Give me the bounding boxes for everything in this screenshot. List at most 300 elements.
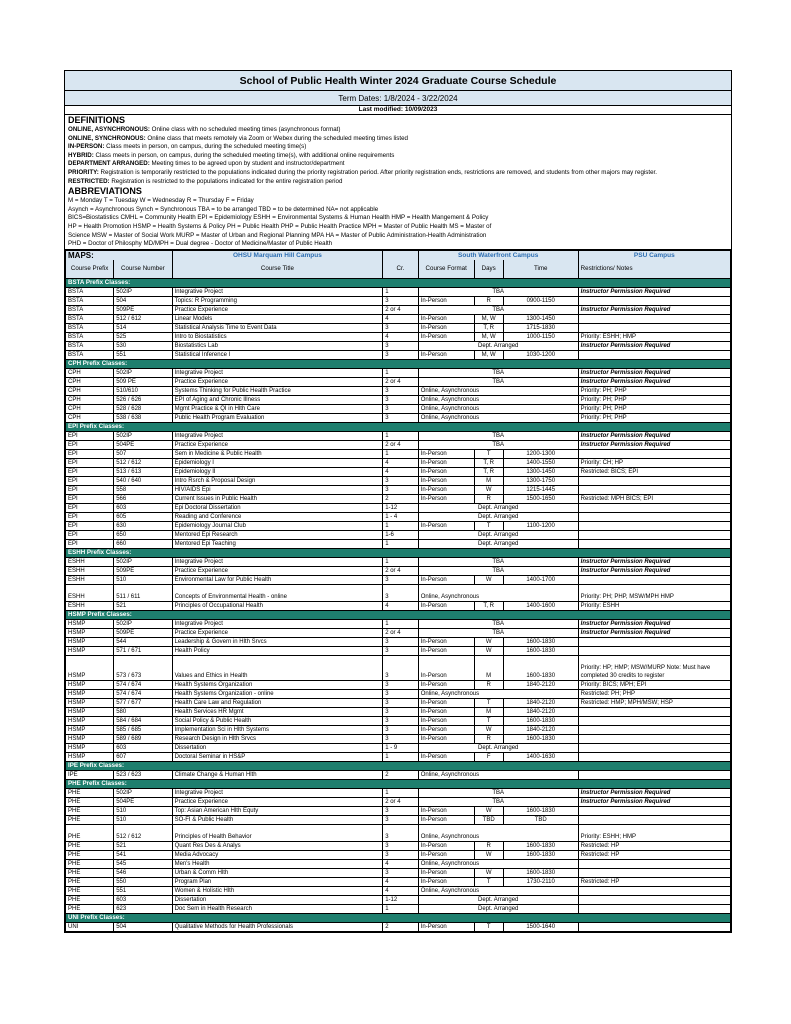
course-prefix: HSMP	[66, 743, 114, 752]
definition-text: Class meets in person, on campus, during the scheduled meeting time(s)	[104, 143, 307, 151]
course-time: 1215-1445	[503, 485, 578, 494]
course-days: M, W	[474, 332, 503, 341]
course-title: Urban & Comm Hlth	[172, 868, 383, 877]
course-row	[66, 332, 731, 341]
course-credits: 3	[383, 850, 419, 859]
course-title: Sem in Medicine & Public Health	[172, 449, 383, 458]
course-number: 504PE	[114, 440, 172, 449]
course-notes	[578, 904, 730, 913]
course-notes: Priority: PH; PHP, MSW/MPH HMP	[578, 584, 730, 601]
course-notes: Restricted: HP	[578, 877, 730, 886]
course-notes: Restricted: BICS; EPI	[578, 467, 730, 476]
course-format: In-Person	[418, 646, 474, 655]
course-notes: Instructor Permission Required	[578, 305, 730, 314]
course-schedule: Dept. Arranged	[418, 904, 578, 913]
course-row	[66, 287, 731, 296]
course-schedule: TBA	[418, 628, 578, 637]
col-header-title: Course Title	[172, 260, 383, 279]
course-row	[66, 377, 731, 386]
definition-term: HYBRID:	[68, 151, 94, 159]
course-title: EPI of Aging and Chronic Illness	[172, 395, 383, 404]
course-notes: Priority: PH; PHP	[578, 413, 730, 422]
course-prefix: PHE	[66, 841, 114, 850]
course-row	[66, 485, 731, 494]
course-prefix: HSMP	[66, 646, 114, 655]
course-days: T, R	[474, 458, 503, 467]
definition-term: ONLINE, SYNCHRONOUS:	[68, 134, 146, 142]
course-number: 603	[114, 743, 172, 752]
course-title: Practice Experience	[172, 797, 383, 806]
course-row	[66, 637, 731, 646]
course-credits: 1 - 9	[383, 743, 419, 752]
course-schedule: TBA	[418, 788, 578, 797]
course-prefix: PHE	[66, 797, 114, 806]
course-prefix: ESHH	[66, 557, 114, 566]
course-notes	[578, 521, 730, 530]
course-number: 623	[114, 904, 172, 913]
course-prefix: HSMP	[66, 707, 114, 716]
course-credits: 1	[383, 904, 419, 913]
course-prefix: UNI	[66, 922, 114, 931]
course-notes	[578, 725, 730, 734]
course-notes	[578, 323, 730, 332]
course-row	[66, 680, 731, 689]
course-credits: 2 or 4	[383, 628, 419, 637]
course-notes: Instructor Permission Required	[578, 628, 730, 637]
course-credits: 1-12	[383, 895, 419, 904]
course-prefix: BSTA	[66, 332, 114, 341]
course-time: 1300-1750	[503, 476, 578, 485]
abbreviations-list	[68, 197, 728, 249]
definition-term: PRIORITY:	[68, 168, 99, 176]
course-days: W	[474, 575, 503, 584]
course-notes	[578, 734, 730, 743]
course-row	[66, 707, 731, 716]
course-number: 510	[114, 815, 172, 824]
course-credits: 3	[383, 296, 419, 305]
course-notes	[578, 752, 730, 761]
course-notes	[578, 575, 730, 584]
course-number: 607	[114, 752, 172, 761]
course-days: R	[474, 494, 503, 503]
course-notes	[578, 350, 730, 359]
course-days: F	[474, 752, 503, 761]
course-time: 1030-1200	[503, 350, 578, 359]
course-row	[66, 305, 731, 314]
course-notes: Instructor Permission Required	[578, 377, 730, 386]
course-notes	[578, 922, 730, 931]
course-prefix: EPI	[66, 494, 114, 503]
course-format: In-Person	[418, 637, 474, 646]
course-prefix: EPI	[66, 521, 114, 530]
course-credits: 3	[383, 637, 419, 646]
course-notes: Priority: PH; PHP	[578, 386, 730, 395]
course-title: Environmental Law for Public Health	[172, 575, 383, 584]
section-header-row	[66, 761, 731, 770]
course-prefix: ESHH	[66, 575, 114, 584]
course-credits: 3	[383, 734, 419, 743]
definition-term: DEPARTMENT ARRANGED:	[68, 160, 150, 168]
course-title: Mgmt Practice & QI in Hlth Care	[172, 404, 383, 413]
course-title: Practice Experience	[172, 628, 383, 637]
course-days: W	[474, 646, 503, 655]
campus-link-psu[interactable]: PSU Campus	[578, 250, 730, 260]
definitions-list	[68, 126, 728, 186]
course-title: Qualitative Methods for Health Professionals	[172, 922, 383, 931]
course-format: Online, Asynchronous	[418, 584, 578, 601]
course-time: 1400-1700	[503, 575, 578, 584]
course-title: Topics: R Programming	[172, 296, 383, 305]
course-credits: 3	[383, 386, 419, 395]
section-header-row	[66, 548, 731, 557]
course-format: In-Person	[418, 922, 474, 931]
course-row	[66, 521, 731, 530]
course-number: 512 / 612	[114, 824, 172, 841]
course-notes	[578, 314, 730, 323]
course-credits: 3	[383, 689, 419, 698]
course-row	[66, 431, 731, 440]
course-credits: 3	[383, 404, 419, 413]
course-days: M	[474, 476, 503, 485]
course-row	[66, 859, 731, 868]
course-format: In-Person	[418, 868, 474, 877]
section-heading: CPH Prefix Classes:	[66, 359, 731, 368]
course-title: Values and Ethics in Health	[172, 655, 383, 680]
course-row	[66, 815, 731, 824]
course-number: 502IP	[114, 788, 172, 797]
course-time: 1840-2120	[503, 707, 578, 716]
course-format: Online, Asynchronous	[418, 770, 578, 779]
course-time: 1600-1830	[503, 646, 578, 655]
course-format: In-Person	[418, 296, 474, 305]
course-title: Integrative Project	[172, 619, 383, 628]
course-prefix: BSTA	[66, 341, 114, 350]
section-heading: PHE Prefix Classes:	[66, 779, 731, 788]
campus-link-ohsu[interactable]: OHSU Marquam Hill Campus	[172, 250, 383, 260]
course-time: 1600-1830	[503, 850, 578, 859]
section-header-row	[66, 610, 731, 619]
course-row	[66, 368, 731, 377]
course-prefix: HSMP	[66, 628, 114, 637]
course-credits: 3	[383, 395, 419, 404]
course-title: Program Plan	[172, 877, 383, 886]
course-format: Online, Asynchronous	[418, 404, 578, 413]
definition-text: Online class with no scheduled meeting times (asynchronous format)	[149, 126, 341, 133]
course-number: 521	[114, 841, 172, 850]
course-number: 550	[114, 877, 172, 886]
course-time: 1840-2120	[503, 725, 578, 734]
course-time: 1400-1550	[503, 458, 578, 467]
course-row	[66, 314, 731, 323]
course-number: 551	[114, 886, 172, 895]
course-row	[66, 868, 731, 877]
course-notes: Priority: CH; HP	[578, 458, 730, 467]
course-row	[66, 689, 731, 698]
course-title: Concepts of Environmental Health - online	[172, 584, 383, 601]
course-credits: 4	[383, 458, 419, 467]
course-notes: Instructor Permission Required	[578, 287, 730, 296]
course-format: In-Person	[418, 698, 474, 707]
course-time: 1400-1600	[503, 601, 578, 610]
course-prefix: EPI	[66, 458, 114, 467]
course-prefix: PHE	[66, 904, 114, 913]
course-schedule: Dept. Arranged	[418, 539, 578, 548]
course-notes: Instructor Permission Required	[578, 431, 730, 440]
course-title: Statistical Inference I	[172, 350, 383, 359]
course-row	[66, 619, 731, 628]
section-header-row	[66, 278, 731, 287]
definition-line	[68, 135, 728, 144]
course-number: 510	[114, 575, 172, 584]
course-credits: 3	[383, 655, 419, 680]
course-number: 574 / 674	[114, 680, 172, 689]
course-row	[66, 797, 731, 806]
course-row	[66, 628, 731, 637]
course-days: M, W	[474, 350, 503, 359]
course-days: W	[474, 806, 503, 815]
course-number: 504	[114, 922, 172, 931]
course-credits: 4	[383, 332, 419, 341]
course-notes	[578, 770, 730, 779]
course-days: R	[474, 734, 503, 743]
course-title: Research Design in Hlth Srvcs	[172, 734, 383, 743]
course-row	[66, 458, 731, 467]
course-row	[66, 770, 731, 779]
course-format: In-Person	[418, 841, 474, 850]
course-row	[66, 350, 731, 359]
course-row	[66, 886, 731, 895]
section-heading: UNI Prefix Classes:	[66, 913, 731, 922]
course-prefix: EPI	[66, 512, 114, 521]
course-days: W	[474, 850, 503, 859]
course-credits: 2 or 4	[383, 377, 419, 386]
course-schedule: TBA	[418, 287, 578, 296]
course-prefix: PHE	[66, 824, 114, 841]
course-notes: Restricted: HMP; MPH/MSW; HSP	[578, 698, 730, 707]
course-notes: Instructor Permission Required	[578, 341, 730, 350]
course-format: In-Person	[418, 458, 474, 467]
course-row	[66, 734, 731, 743]
column-header-row	[66, 260, 731, 279]
course-prefix: PHE	[66, 815, 114, 824]
course-prefix: EPI	[66, 467, 114, 476]
course-number: 509PE	[114, 628, 172, 637]
abbreviation-line: M = Monday T = Tuesday W = Wednesday R = Thursday F = Friday	[68, 197, 254, 205]
course-prefix: ESHH	[66, 584, 114, 601]
course-title: Social Policy & Public Health	[172, 716, 383, 725]
course-time: 1500-1650	[503, 494, 578, 503]
course-format: Online, Asynchronous	[418, 689, 578, 698]
course-row	[66, 698, 731, 707]
definition-term: IN-PERSON:	[68, 143, 105, 151]
course-prefix: HSMP	[66, 680, 114, 689]
course-row	[66, 788, 731, 797]
course-title: Health Services HR Mgmt	[172, 707, 383, 716]
course-row	[66, 296, 731, 305]
section-heading: IPE Prefix Classes:	[66, 761, 731, 770]
course-prefix: PHE	[66, 859, 114, 868]
course-title: Epidemiology II	[172, 467, 383, 476]
campus-link-south-waterfront[interactable]: South Waterfront Campus	[418, 250, 578, 260]
course-table	[65, 250, 731, 932]
course-time: 1600-1830	[503, 734, 578, 743]
course-row	[66, 476, 731, 485]
section-header-row	[66, 422, 731, 431]
course-prefix: PHE	[66, 806, 114, 815]
course-format: In-Person	[418, 521, 474, 530]
definition-text: Meeting times to be agreed upon by student and instructor/department	[149, 160, 345, 168]
course-row	[66, 922, 731, 931]
course-credits: 1-6	[383, 530, 419, 539]
course-row	[66, 601, 731, 610]
course-notes: Priority: ESHH; HMP	[578, 824, 730, 841]
course-prefix: HSMP	[66, 619, 114, 628]
col-header-credits: Cr.	[383, 260, 419, 279]
course-days: W	[474, 485, 503, 494]
definition-term: RESTRICTED:	[68, 177, 110, 185]
course-time: 1500-1640	[503, 922, 578, 931]
course-number: 514	[114, 323, 172, 332]
col-header-notes: Restrictions/ Notes	[578, 260, 730, 279]
maps-row	[66, 250, 731, 260]
course-title: Integrative Project	[172, 287, 383, 296]
course-schedule: TBA	[418, 368, 578, 377]
course-format: In-Person	[418, 485, 474, 494]
course-notes	[578, 476, 730, 485]
course-title: Biostatistics Lab	[172, 341, 383, 350]
course-title: Epidemiology Journal Club	[172, 521, 383, 530]
course-format: In-Person	[418, 332, 474, 341]
course-credits: 1	[383, 431, 419, 440]
course-notes: Instructor Permission Required	[578, 797, 730, 806]
course-notes: Priority: HP; HMP; MSW/MURP Note: Must have completed 30 credits to register	[578, 655, 730, 680]
course-prefix: PHE	[66, 877, 114, 886]
course-schedule: TBA	[418, 377, 578, 386]
course-time: 1600-1830	[503, 806, 578, 815]
course-prefix: EPI	[66, 539, 114, 548]
course-row	[66, 323, 731, 332]
course-credits: 4	[383, 886, 419, 895]
course-number: 510	[114, 806, 172, 815]
course-credits: 2	[383, 922, 419, 931]
course-format: In-Person	[418, 476, 474, 485]
course-number: 528 / 628	[114, 404, 172, 413]
course-format: In-Person	[418, 601, 474, 610]
course-number: 650	[114, 530, 172, 539]
course-time: 1100-1200	[503, 521, 578, 530]
course-notes	[578, 716, 730, 725]
course-prefix: HSMP	[66, 734, 114, 743]
course-notes: Priority: PH; PHP	[578, 395, 730, 404]
course-credits: 3	[383, 350, 419, 359]
course-title: Women & Holistic Hlth	[172, 886, 383, 895]
course-row	[66, 725, 731, 734]
course-notes: Instructor Permission Required	[578, 788, 730, 797]
course-format: In-Person	[418, 806, 474, 815]
course-prefix: CPH	[66, 404, 114, 413]
course-prefix: ESHH	[66, 601, 114, 610]
course-title: Linear Models	[172, 314, 383, 323]
course-number: 544	[114, 637, 172, 646]
course-prefix: PHE	[66, 850, 114, 859]
course-number: 603	[114, 895, 172, 904]
course-number: 512 / 612	[114, 458, 172, 467]
course-days: T	[474, 449, 503, 458]
section-header-row	[66, 779, 731, 788]
course-time: 1600-1830	[503, 841, 578, 850]
course-credits: 1	[383, 368, 419, 377]
course-time: 1715-1830	[503, 323, 578, 332]
course-row	[66, 494, 731, 503]
course-days: T	[474, 698, 503, 707]
abbreviation-line: Asynch = Asynchronous Synch = Synchronous TBA = to be arranged TBD = to be determined NA= not applicable	[68, 205, 379, 213]
definition-line	[68, 160, 728, 169]
course-title: Practice Experience	[172, 305, 383, 314]
course-prefix: HSMP	[66, 637, 114, 646]
course-title: Principles of Health Behavior	[172, 824, 383, 841]
course-number: 504PE	[114, 797, 172, 806]
course-credits: 1	[383, 752, 419, 761]
course-number: 502IP	[114, 287, 172, 296]
course-credits: 3	[383, 485, 419, 494]
course-number: 509PE	[114, 305, 172, 314]
abbreviation-line: HP = Health Promotion HSMP = Health Systems & Policy PH = Public Health PHP = Public Health Practice MPH = Master of Public Health MS = Master of	[68, 222, 492, 230]
section-heading: HSMP Prefix Classes:	[66, 610, 731, 619]
course-prefix: EPI	[66, 530, 114, 539]
section-heading: ESHH Prefix Classes:	[66, 548, 731, 557]
course-days: T, R	[474, 467, 503, 476]
course-days: T	[474, 922, 503, 931]
course-prefix: HSMP	[66, 716, 114, 725]
course-row	[66, 530, 731, 539]
course-row	[66, 449, 731, 458]
course-credits: 3	[383, 341, 419, 350]
course-notes: Restricted: HP	[578, 850, 730, 859]
course-credits: 1	[383, 449, 419, 458]
course-credits: 3	[383, 323, 419, 332]
course-prefix: HSMP	[66, 689, 114, 698]
course-credits: 3	[383, 707, 419, 716]
course-notes: Restricted: MPH BICS; EPI	[578, 494, 730, 503]
course-notes	[578, 296, 730, 305]
course-notes: Priority: ESHH	[578, 601, 730, 610]
course-title: Practice Experience	[172, 566, 383, 575]
course-format: In-Person	[418, 494, 474, 503]
course-prefix: CPH	[66, 395, 114, 404]
course-title: Mentored Epi Research	[172, 530, 383, 539]
definition-line	[68, 169, 728, 178]
course-number: 603	[114, 503, 172, 512]
course-title: Epi Doctoral Dissertation	[172, 503, 383, 512]
course-row	[66, 850, 731, 859]
course-notes: Instructor Permission Required	[578, 440, 730, 449]
course-title: Health Systems Organization - online	[172, 689, 383, 698]
course-days: M	[474, 655, 503, 680]
course-title: Implementation Sci in Hlth Systems	[172, 725, 383, 734]
course-time: 1300-1450	[503, 467, 578, 476]
course-prefix: HSMP	[66, 752, 114, 761]
course-number: 509PE	[114, 566, 172, 575]
course-credits: 3	[383, 868, 419, 877]
abbreviations-heading: ABBREVIATIONS	[68, 186, 142, 197]
course-notes	[578, 539, 730, 548]
course-prefix: BSTA	[66, 296, 114, 305]
course-credits: 4	[383, 877, 419, 886]
course-number: 545	[114, 859, 172, 868]
course-credits: 1	[383, 521, 419, 530]
course-days: R	[474, 841, 503, 850]
course-credits: 1	[383, 788, 419, 797]
